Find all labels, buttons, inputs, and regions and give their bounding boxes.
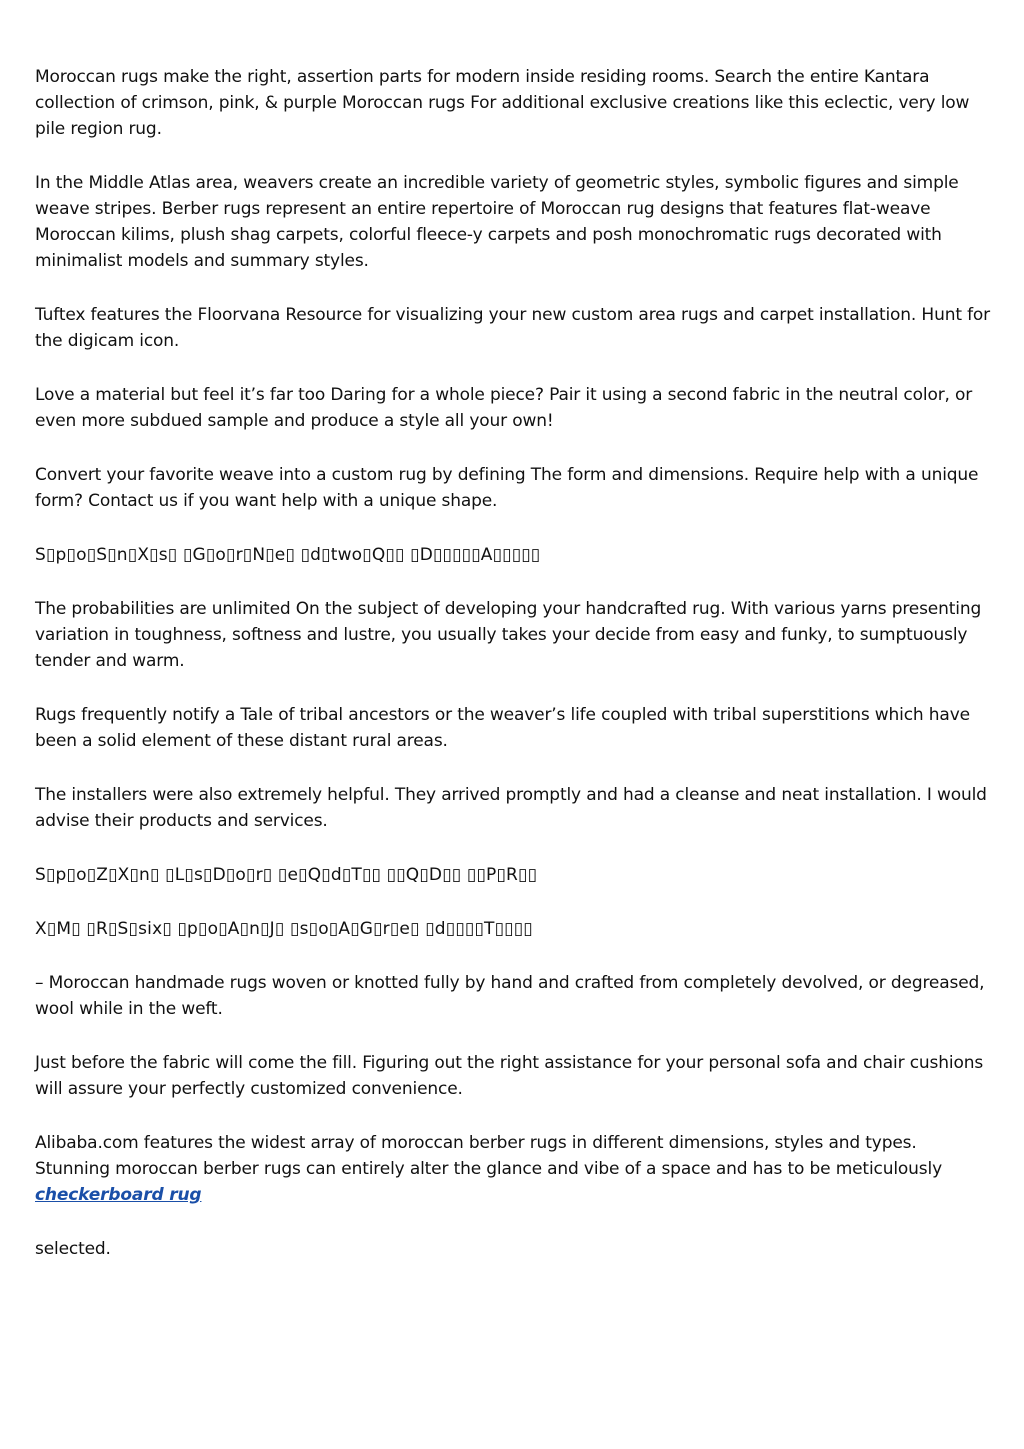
document-body — [35, 64, 990, 1290]
paragraph-12: selected. — [35, 1239, 111, 1259]
paragraph-1: Moroccan rugs make the right, assertion parts for modern inside residing rooms. Search the entire Kantara collection of crimson, pink, & purple Moroccan rugs For additional exclusive creations like this eclectic, very low pile region rug. — [35, 67, 970, 139]
paragraph-8: The installers were also extremely helpful. They arrived promptly and had a cleanse and neat installation. I would advise their products and services. — [35, 785, 987, 831]
garbled-line-2: S▯p▯o▯Z▯X▯n▯ ▯L▯s▯D▯o▯r▯ ▯e▯Q▯d▯T▯▯ ▯▯Q▯D▯▯ ▯▯P▯R▯▯ — [35, 865, 538, 885]
checkerboard-rug-link[interactable]: checkerboard rug — [35, 1185, 202, 1205]
paragraph-2: In the Middle Atlas area, weavers create an incredible variety of geometric styles, symbolic figures and simple weave stripes. Berber rugs represent an entire repertoire of Moroccan rug designs that features flat-weave Moroccan kilims, plush shag carpets, colorful fleece-y carpets and posh monochromatic rugs decorated with minimalist models and summary styles. — [35, 173, 959, 271]
paragraph-6: The probabilities are unlimited On the subject of developing your handcrafted rug. With various yarns presenting variation in toughness, softness and lustre, you usually takes your decide from easy and funky, to sumptuously tender and warm. — [35, 599, 982, 671]
paragraph-5: Convert your favorite weave into a custom rug by defining The form and dimensions. Require help with a unique form? Contact us if you want help with a unique shape. — [35, 465, 979, 511]
paragraph-9: – Moroccan handmade rugs woven or knotted fully by hand and crafted from completely devolved, or degreased, wool while in the weft. — [35, 973, 985, 1019]
paragraph-3: Tuftex features the Floorvana Resource for visualizing your new custom area rugs and carpet installation. Hunt for the digicam icon. — [35, 305, 991, 351]
paragraph-4: Love a material but feel it’s far too Daring for a whole piece? Pair it using a second fabric in the neutral color, or even more subdued sample and produce a style all your own! — [35, 385, 973, 431]
paragraph-11-text: Alibaba.com features the widest array of moroccan berber rugs in different dimensions, styles and types. Stunning moroccan berber rugs can entirely alter the glance and vibe of a space and has to be meticulously — [35, 1133, 942, 1179]
paragraph-7: Rugs frequently notify a Tale of tribal ancestors or the weaver’s life coupled with tribal superstitions which have been a solid element of these distant rural areas. — [35, 705, 970, 751]
paragraph-10: Just before the fabric will come the fill. Figuring out the right assistance for your personal sofa and chair cushions will assure your perfectly customized convenience. — [35, 1053, 984, 1099]
garbled-line-3: X▯M▯ ▯R▯S▯six▯ ▯p▯o▯A▯n▯J▯ ▯s▯o▯A▯G▯r▯e▯ ▯d▯▯▯▯T▯▯▯▯ — [35, 919, 533, 939]
paragraph-11 — [35, 1130, 990, 1208]
garbled-line-1: S▯p▯o▯S▯n▯X▯s▯ ▯G▯o▯r▯N▯e▯ ▯d▯two▯Q▯▯ ▯D▯▯▯▯▯A▯▯▯▯▯ — [35, 545, 541, 565]
